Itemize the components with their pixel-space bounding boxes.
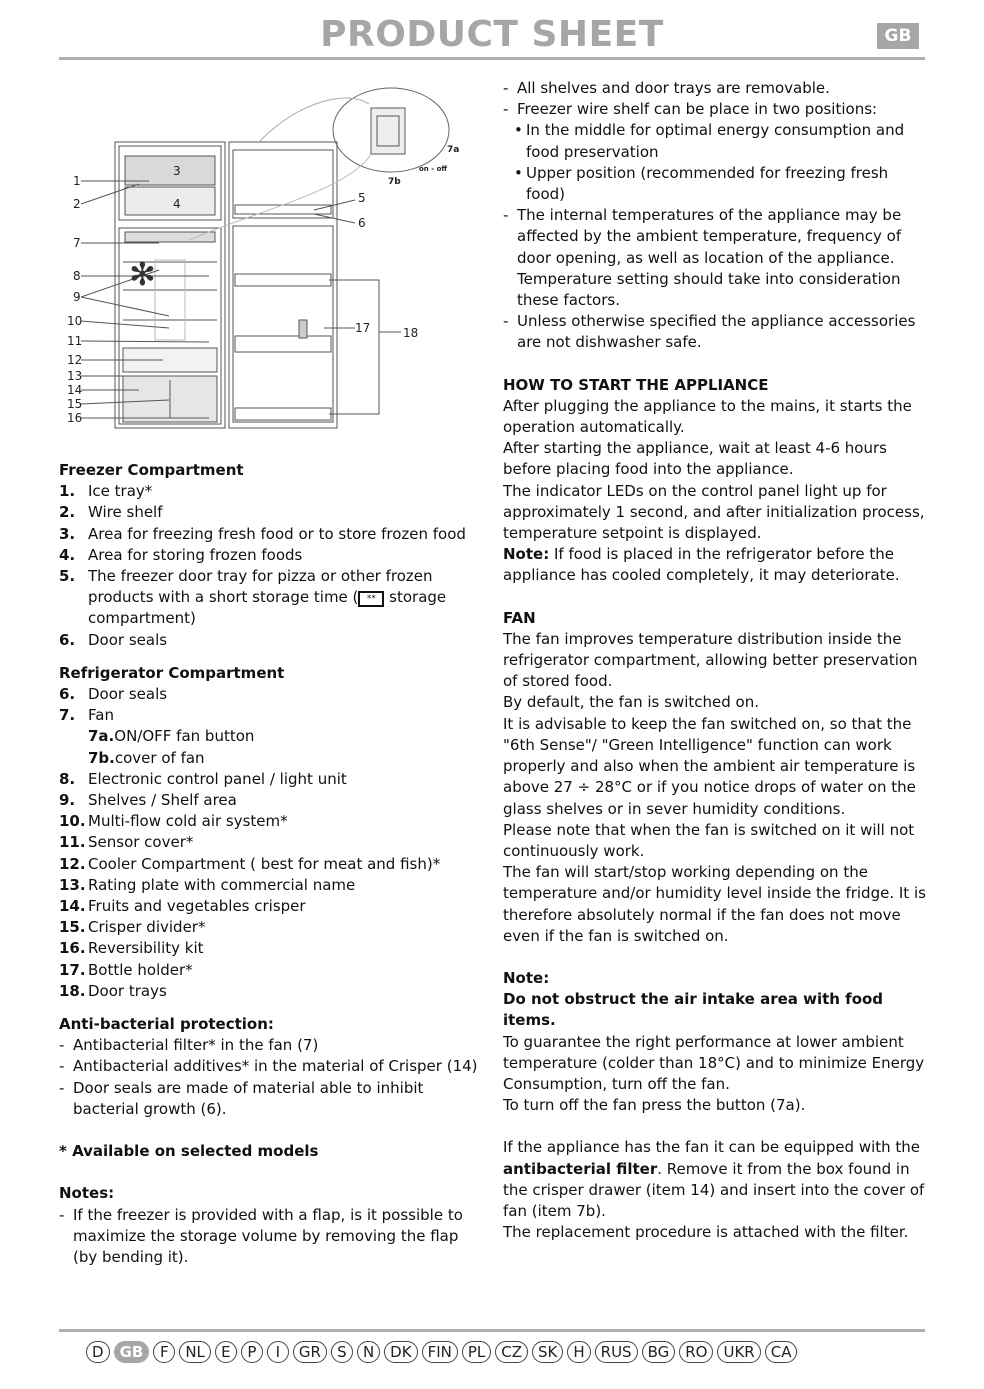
paragraph: The indicator LEDs on the control panel light up for approximately 1 second, and after initialization process, temperature setpoint is displayed.	[503, 481, 925, 543]
diagram-label: 14	[67, 383, 83, 397]
item-number: 6.	[59, 685, 76, 704]
note-label: Note:	[503, 545, 550, 564]
notes-heading: Notes:	[59, 1184, 115, 1203]
fridge-heading: Refrigerator Compartment	[59, 663, 285, 682]
list-item: - If the freezer is provided with a flap, is it possible to maximize the storage volume by removing the flap (by bending it).	[59, 1205, 479, 1269]
fridge-diagram	[59, 80, 479, 440]
item-text: If the freezer is provided with a flap, is it possible to maximize the storage volume by removing the flap (by bending it).	[73, 1205, 463, 1266]
item-text: Door trays	[88, 981, 167, 1000]
item-text: Door seals	[88, 630, 168, 649]
callout-onoff: on - off	[419, 165, 448, 173]
diagram-label: 12	[67, 353, 83, 367]
item-text: Shelves / Shelf area	[88, 791, 237, 810]
right-column	[503, 78, 928, 1243]
item-text: Door seals are made of material able to inhibit bacterial growth (6).	[73, 1078, 424, 1118]
item-text: Area for freezing fresh food or to store frozen food	[88, 524, 466, 543]
item-number: 17.	[59, 960, 86, 979]
language-p[interactable]: P	[241, 1341, 263, 1363]
diagram-label: 11	[67, 334, 83, 348]
fan-snowflake-icon: ✻	[129, 255, 156, 293]
item-text: Bottle holder*	[88, 960, 193, 979]
freezer-star-icon: **	[358, 591, 384, 607]
item-number: 5.	[59, 567, 76, 586]
diagram-label: 18	[403, 326, 419, 340]
item-text: Freezer wire shelf can be place in two positions:	[517, 100, 878, 119]
callout-7b: 7b	[388, 177, 401, 187]
list-item: - Door seals are made of material able to inhibit bacterial growth (6).	[59, 1078, 479, 1120]
item-number: 1.	[59, 482, 76, 501]
fan-heading: FAN	[503, 608, 536, 627]
item-text: In the middle for optimal energy consumption and food preservation	[526, 121, 905, 161]
list-item	[59, 854, 479, 875]
diagram-label: 7	[73, 236, 81, 250]
language-f[interactable]: F	[153, 1341, 175, 1363]
language-badge: GB	[877, 23, 919, 49]
item-number: 7.	[59, 706, 76, 725]
item-text: Area for storing frozen foods	[88, 545, 303, 564]
paragraph: To turn off the fan press the button (7a).	[503, 1096, 806, 1115]
list-subitem	[59, 748, 479, 769]
item-number: 10.	[59, 812, 86, 831]
item-text: Multi-flow cold air system*	[88, 812, 288, 831]
list-subitem	[59, 726, 479, 747]
language-i[interactable]: I	[267, 1341, 289, 1363]
list-item	[59, 545, 479, 566]
note-heading: Note:	[503, 968, 550, 987]
list-item	[59, 981, 479, 1002]
diagram-label: 1	[73, 174, 81, 188]
language-sk[interactable]: SK	[532, 1341, 563, 1363]
subitem-text: cover of fan	[114, 748, 205, 767]
page-title: PRODUCT SHEET	[320, 14, 664, 55]
item-text: Cooler Compartment ( best for meat and fish)*	[88, 854, 441, 873]
list-item: • Upper position (recommended for freezing fresh food)	[503, 163, 928, 205]
item-number: 9.	[59, 791, 76, 810]
paragraph: To guarantee the right performance at lower ambient temperature (colder than 18°C) and to minimize Energy Consumption, turn off the fan.	[503, 1032, 925, 1093]
language-gr[interactable]: GR	[293, 1341, 327, 1363]
door-outline	[229, 142, 337, 428]
antibac-list	[59, 1035, 479, 1120]
shelf-positions-list	[503, 120, 928, 205]
language-pl[interactable]: PL	[462, 1341, 491, 1363]
list-item: - Antibacterial filter* in the fan (7)	[59, 1035, 479, 1056]
item-text-pre: The freezer door tray for pizza or other frozen products with a short storage time (	[88, 567, 433, 607]
item-number: 4.	[59, 545, 76, 564]
item-number: 18.	[59, 981, 86, 1000]
item-number: 12.	[59, 854, 86, 873]
diagram-label: 5	[358, 191, 366, 205]
item-text: Ice tray*	[88, 482, 153, 501]
notes-list	[59, 1205, 479, 1269]
paragraph: Please note that when the fan is switched on it will not continuously work.	[503, 820, 915, 860]
item-text: Fan	[88, 706, 114, 725]
language-ca[interactable]: CA	[765, 1341, 798, 1363]
list-item: • In the middle for optimal energy consumption and food preservation	[503, 120, 928, 162]
item-text: Electronic control panel / light unit	[88, 769, 347, 788]
language-selector	[86, 1341, 797, 1363]
list-item	[59, 811, 479, 832]
footer-divider	[59, 1329, 925, 1332]
fridge-list	[59, 684, 479, 1002]
list-item	[59, 917, 479, 938]
left-column	[59, 460, 479, 1268]
item-text: Unless otherwise specified the appliance accessories are not dishwasher safe.	[517, 312, 916, 352]
paragraph: After plugging the appliance to the mains, it starts the operation automatically.	[503, 396, 912, 437]
item-text: Door seals	[88, 685, 168, 704]
item-text: Sensor cover*	[88, 833, 194, 852]
list-item	[59, 566, 479, 630]
list-item	[59, 832, 479, 853]
item-number: 14.	[59, 897, 86, 916]
item-text: Reversibility kit	[88, 939, 204, 958]
language-ro[interactable]: RO	[679, 1341, 713, 1363]
language-s[interactable]: S	[331, 1341, 353, 1363]
language-h[interactable]: H	[567, 1341, 590, 1363]
paragraph	[503, 544, 928, 586]
item-text: All shelves and door trays are removable.	[517, 79, 830, 97]
list-item: - The internal temperatures of the appliance may be affected by the ambient temperature, frequency of door opening, as well as location of the appliance. Temperature setting should take into consideration these factors.	[503, 205, 928, 311]
item-number: 11.	[59, 833, 86, 852]
list-item: - All shelves and door trays are removable.	[503, 78, 928, 99]
subitem-number: 7b.	[88, 748, 115, 767]
list-item	[59, 524, 479, 545]
list-item: - Unless otherwise specified the appliance accessories are not dishwasher safe.	[503, 311, 928, 353]
item-text: The internal temperatures of the appliance may be affected by the ambient temperature, frequency of door opening, as well as location of the appliance. Temperature setting should take into consideration these factors.	[517, 206, 902, 310]
language-rus[interactable]: RUS	[595, 1341, 638, 1363]
language-dk[interactable]: DK	[384, 1341, 417, 1363]
filter-text-bold: antibacterial filter	[503, 1159, 658, 1178]
language-n[interactable]: N	[357, 1341, 380, 1363]
list-item	[59, 875, 479, 896]
language-d[interactable]: D	[86, 1341, 110, 1363]
temperature-list	[503, 205, 928, 353]
item-number: 3.	[59, 524, 76, 543]
diagram-label: 6	[358, 216, 366, 230]
paragraph: The fan improves temperature distribution inside the refrigerator compartment, allowing better preservation of stored food.	[503, 629, 918, 691]
list-item	[59, 705, 479, 726]
item-text: Antibacterial additives* in the material of Crisper (14)	[73, 1057, 478, 1076]
list-item: - Freezer wire shelf can be place in two positions:	[503, 99, 928, 120]
item-number: 16.	[59, 939, 86, 958]
list-item	[59, 938, 479, 959]
diagram-label: 8	[73, 269, 81, 283]
language-e[interactable]: E	[215, 1341, 237, 1363]
item-text: Antibacterial filter* in the fan (7)	[73, 1036, 319, 1055]
start-heading: HOW TO START THE APPLIANCE	[503, 375, 769, 394]
item-number: 2.	[59, 503, 76, 522]
freezer-heading: Freezer Compartment	[59, 461, 244, 479]
paragraph: The fan will start/stop working depending on the temperature and/or humidity level inside the fridge. It is therefore absolutely normal if the fan does not move even if the fan is switched on.	[503, 863, 926, 945]
note-text: If food is placed in the refrigerator before the appliance has cooled completely, it may deteriorate.	[503, 545, 900, 585]
header-divider	[59, 57, 925, 60]
list-item	[59, 481, 479, 502]
subitem-text: ON/OFF fan button	[114, 727, 255, 746]
list-item	[59, 684, 479, 705]
item-text: Upper position (recommended for freezing fresh food)	[526, 163, 889, 204]
list-item	[59, 960, 479, 981]
zone-label: 3	[173, 164, 181, 178]
item-number: 13.	[59, 875, 86, 894]
filter-text-pre: If the appliance has the fan it can be equipped with the	[503, 1138, 921, 1157]
item-number: 8.	[59, 769, 76, 788]
list-item: - Antibacterial additives* in the material of Crisper (14)	[59, 1056, 479, 1077]
language-ukr[interactable]: UKR	[717, 1341, 760, 1363]
list-item	[59, 769, 479, 790]
list-item	[59, 896, 479, 917]
freezer-list	[59, 481, 479, 651]
paragraph: It is advisable to keep the fan switched on, so that the "6th Sense"/ "Green Intelligence" function can work properly and also when the ambient air temperature is above 27 ÷ 28°C or if you notice drops of water on the glass shelves or in sever humidity conditions.	[503, 714, 916, 818]
diagram-label: 9	[73, 290, 81, 304]
list-item	[59, 502, 479, 523]
paragraph	[503, 1137, 928, 1222]
diagram-label: 13	[67, 369, 83, 383]
diagram-label: 16	[67, 411, 83, 425]
item-text: Crisper divider*	[88, 918, 206, 937]
item-text-post: storage compartment)	[88, 588, 447, 628]
item-text: Rating plate with commercial name	[88, 875, 356, 894]
language-cz[interactable]: CZ	[495, 1341, 528, 1363]
diagram-label: 2	[73, 197, 81, 211]
list-item	[59, 790, 479, 811]
antibac-heading: Anti-bacterial protection:	[59, 1015, 274, 1034]
item-number: 15.	[59, 918, 86, 937]
filter-text-post: . Remove it from the box found in the crisper drawer (item 14) and insert into the cover of fan (item 7b).	[503, 1159, 925, 1220]
list-item	[59, 630, 479, 651]
available-note: * Available on selected models	[59, 1142, 319, 1161]
diagram-label: 17	[355, 321, 371, 335]
subitem-number: 7a.	[88, 727, 115, 746]
diagram-label: 10	[67, 314, 83, 328]
callout-7a: 7a	[447, 145, 460, 155]
diagram-label: 15	[67, 397, 83, 411]
item-number: 6.	[59, 630, 76, 649]
accessories-list	[503, 78, 928, 120]
note-warning: Do not obstruct the air intake area with food items.	[503, 990, 884, 1030]
language-fin[interactable]: FIN	[422, 1341, 458, 1363]
paragraph: The replacement procedure is attached with the filter.	[503, 1223, 909, 1242]
item-text: Wire shelf	[88, 503, 163, 522]
item-text: Fruits and vegetables crisper	[88, 897, 306, 916]
item-text	[88, 566, 479, 630]
language-nl[interactable]: NL	[179, 1341, 211, 1363]
paragraph: After starting the appliance, wait at least 4-6 hours before placing food into the appliance.	[503, 439, 887, 479]
zone-label: 4	[173, 197, 181, 211]
language-gb[interactable]: GB	[114, 1341, 150, 1363]
language-bg[interactable]: BG	[642, 1341, 676, 1363]
paragraph: By default, the fan is switched on.	[503, 693, 759, 712]
